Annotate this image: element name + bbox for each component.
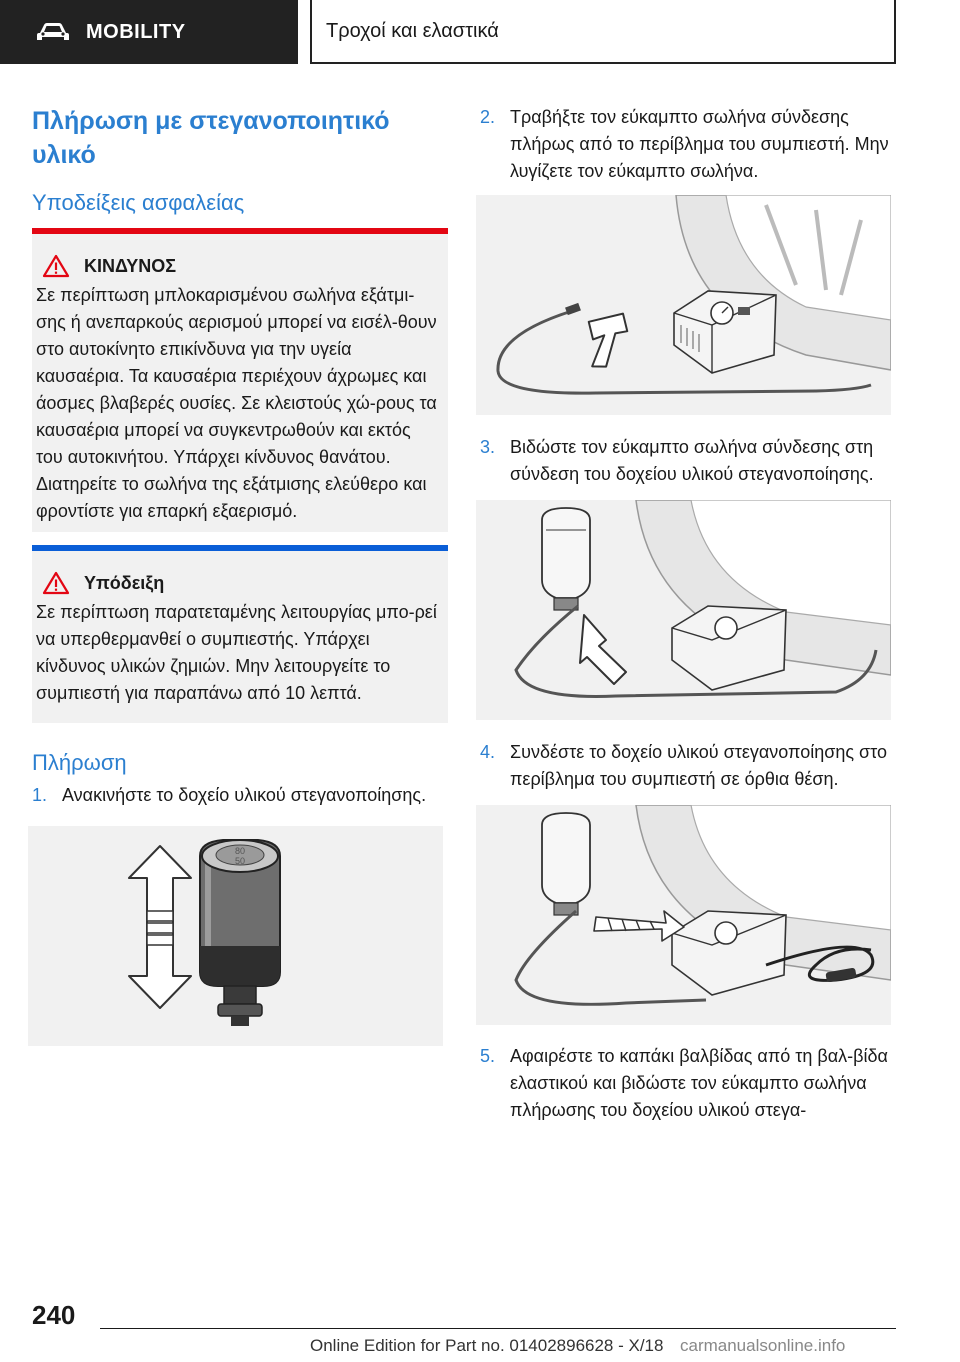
warning-triangle-icon	[42, 571, 70, 595]
notice-bar	[32, 545, 448, 551]
step-text: Τραβήξτε τον εύκαμπτο σωλήνα σύνδεσης πλήρως από το περίβλημα του συμπιεστή. Μην λυγίζετε τον εύκαμπτο σωλήνα.	[510, 107, 889, 181]
step-number: 1.	[32, 785, 48, 805]
step-text: Συνδέστε το δοχείο υλικού στεγανοποίησης στο περίβλημα του συμπιεστή σε όρθια θέση.	[510, 742, 887, 789]
car-icon	[36, 21, 70, 43]
notice-label: Υπόδειξη	[84, 572, 165, 593]
danger-box	[32, 228, 448, 532]
step-5	[480, 1043, 896, 1124]
step-4	[480, 739, 896, 793]
safety-heading: Υποδείξεις ασφαλείας	[32, 190, 245, 215]
step-text: Βιδώστε τον εύκαμπτο σωλήνα σύνδεσης στη σύνδεση του δοχείου υλικού στεγανοποίησης.	[510, 437, 874, 484]
header-chapter	[310, 0, 896, 64]
section-label: MOBILITY	[86, 20, 186, 43]
header-section-tab	[0, 0, 298, 64]
step-text: Ανακινήστε το δοχείο υλικού στεγανοποίησης.	[62, 785, 427, 805]
warning-triangle-icon	[42, 254, 70, 278]
edition-text: Online Edition for Part no. 01402896628 - X/18	[310, 1336, 664, 1355]
notice-text: Σε περίπτωση παρατεταμένης λειτουργίας μπο-ρεί να υπερθερμανθεί ο συμπιεστής. Υπάρχει κίνδυνος υλικών ζημιών. Μην λειτουργείτε το συμπιεστή για παραπάνω από 10 λεπτά.	[36, 602, 437, 703]
danger-text: Σε περίπτωση μπλοκαρισμένου σωλήνα εξάτμι-σης ή ανεπαρκούς αερισμού μπορεί να εισέλ-θουν στο αυτοκίνητο επικίνδυνα για την υγεία καυσαέρια. Τα καυσαέρια περιέχουν άχρωμες και άοσμες βλαβερές ουσίες. Σε κλειστούς χώ-ρους τα καυσαέρια μπορεί να συγκεντρωθούν και εκτός του αυτοκινήτου. Υπάρχει κίνδυνος θανάτου. Διατηρείτε το σωλήνα της εξάτμισης ελεύθερο και φροντίστε για επαρκή εξαερισμό.	[36, 285, 437, 521]
page-number: 240	[32, 1300, 76, 1330]
step-2	[480, 104, 896, 185]
step-number: 4.	[480, 742, 496, 762]
danger-label: ΚΙΝΔΥΝΟΣ	[84, 255, 177, 276]
bottle-label-bottom: 50	[234, 856, 246, 866]
bottle-label-top: 80	[234, 846, 246, 856]
step-3	[480, 434, 896, 488]
watermark: carmanualsonline.info	[680, 1336, 846, 1355]
notice-box	[32, 545, 448, 723]
step-number: 2.	[480, 107, 496, 127]
figure-mount-bottle	[476, 805, 891, 1025]
step-text: Αφαιρέστε το καπάκι βαλβίδας από τη βαλ-βίδα ελαστικού και βιδώστε τον εύκαμπτο σωλήνα πλήρωσης του δοχείου υλικού στεγα-	[510, 1046, 888, 1120]
footer-rule	[100, 1328, 896, 1329]
step-number: 3.	[480, 437, 496, 457]
page-title: Πλήρωση με στεγανοποιητικό υλικό	[32, 107, 390, 169]
fill-heading: Πλήρωση	[32, 750, 127, 775]
figure-screw-hose-to-bottle	[476, 500, 891, 720]
danger-bar	[32, 228, 448, 234]
figure-shake-bottle	[28, 826, 443, 1046]
step-1	[32, 782, 452, 809]
figure-pull-hose	[476, 195, 891, 415]
chapter-label: Τροχοί και ελαστικά	[326, 19, 499, 42]
step-number: 5.	[480, 1046, 496, 1066]
